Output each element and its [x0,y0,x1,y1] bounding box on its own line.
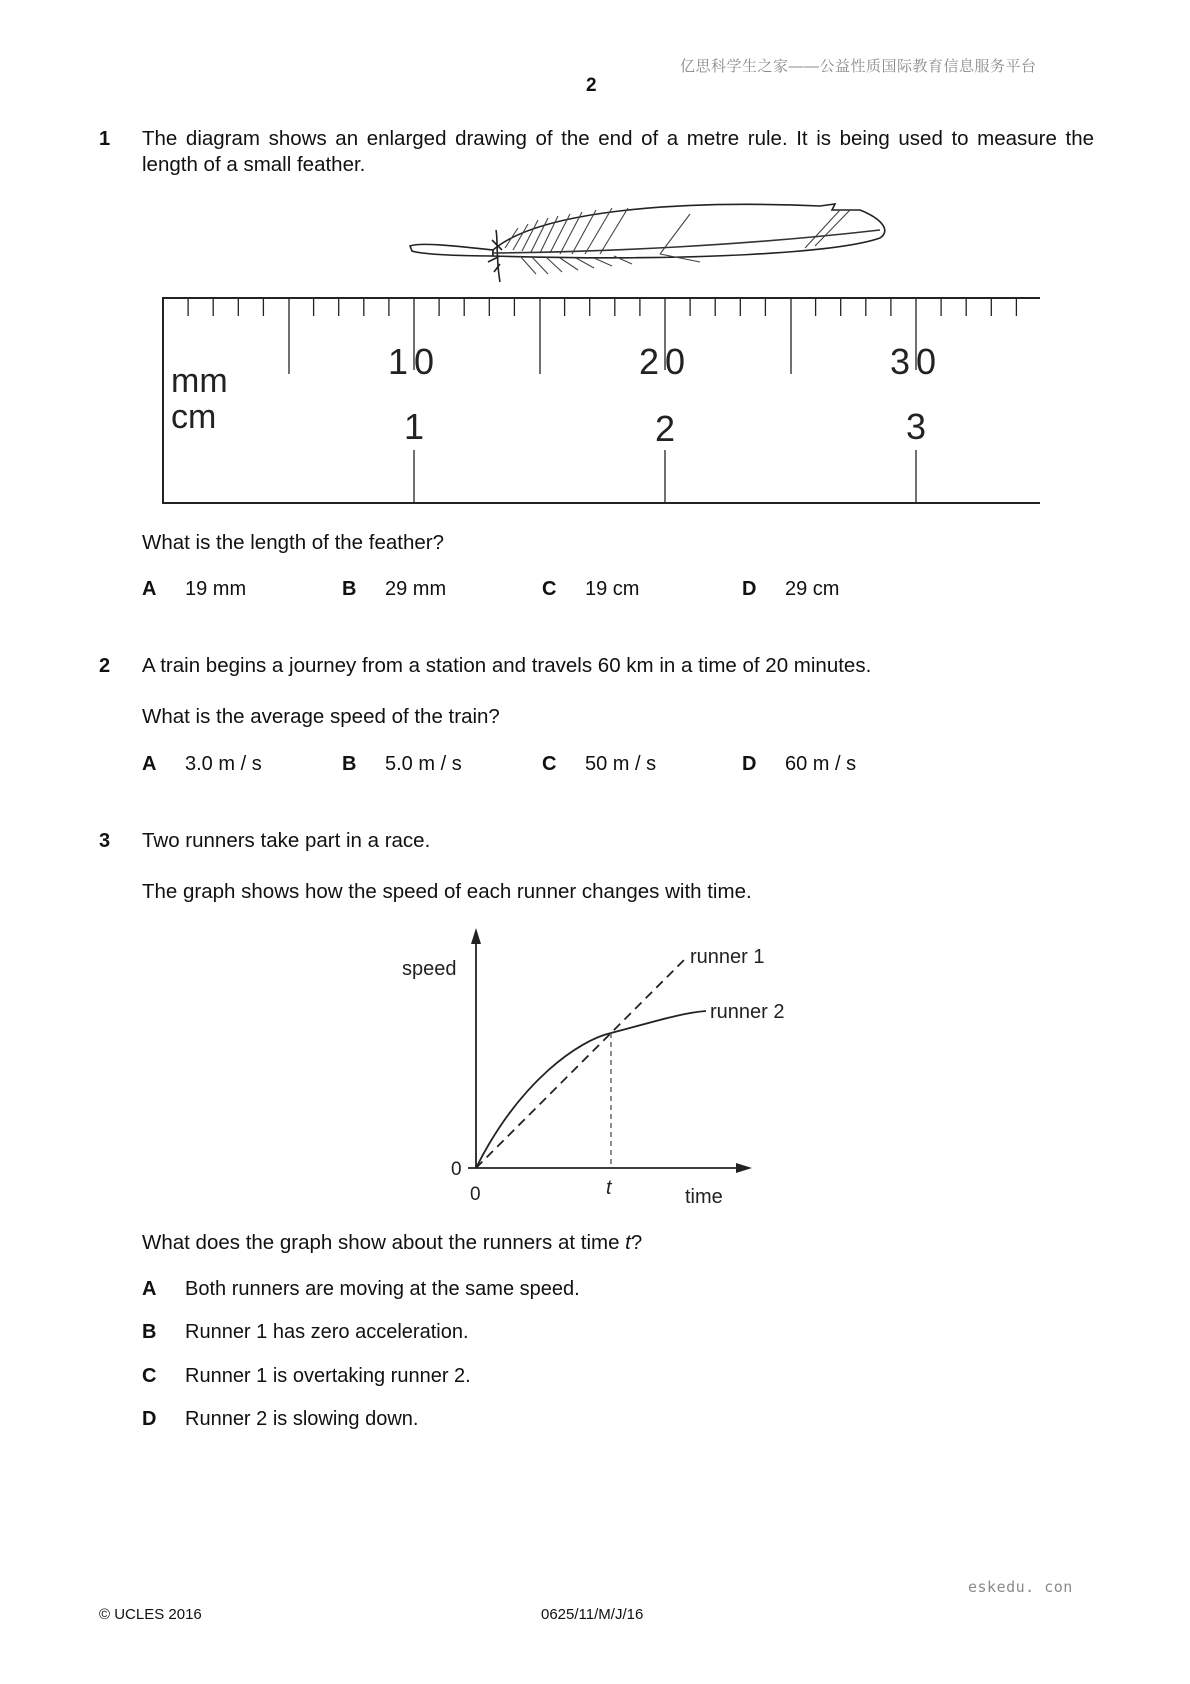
q2-text: A train begins a journey from a station and travels 60 km in a time of 20 minutes. [142,654,872,677]
q2-question: What is the average speed of the train? [142,705,500,728]
ruler-cm-label: 2 [654,408,676,449]
q1-option-text: 19 cm [585,578,640,600]
q3-option-text: Runner 1 is overtaking runner 2. [185,1365,471,1387]
t-label: t [606,1177,612,1199]
q2-number: 2 [99,655,111,677]
q1-question: What is the length of the feather? [142,531,444,554]
q3-option-text: Both runners are moving at the same speed. [185,1278,580,1300]
y-axis-arrow-icon [471,928,481,944]
q2-option-letter: A [142,753,157,775]
q1-option-text: 19 mm [185,578,247,600]
q3-option-letter: A [142,1278,157,1300]
runner1-label: runner 1 [690,946,765,968]
q2-option-letter: D [742,753,757,775]
q3-number: 3 [99,830,111,852]
q3-option-letter: C [142,1365,157,1387]
q1-option-text: 29 cm [785,578,840,600]
q3-speed-time-graph [380,920,820,1210]
q3-question-suffix: ? [630,1231,643,1254]
header-watermark: 亿思科学生之家——公益性质国际教育信息服务平台 [680,58,1037,75]
y-axis-label: speed [402,958,457,980]
q2-option-text: 3.0 m / s [185,753,262,775]
ruler-mm-label: 10 [387,341,441,382]
q1-option-text: 29 mm [385,578,447,600]
q1-text: The diagram shows an enlarged drawing of the end of a metre rule. It is being used to measure the length of a small feather. [142,127,1094,176]
q2-option-text: 50 m / s [585,753,657,775]
origin-x-label: 0 [470,1184,481,1205]
runner2-curve [476,1011,706,1168]
footer-copyright: © UCLES 2016 [99,1606,202,1623]
footer-code: 0625/11/M/J/16 [541,1606,644,1623]
q2-option-text: 60 m / s [785,753,857,775]
q3-question [142,1230,642,1256]
q1-option-letter: C [542,578,557,600]
q1-option-letter: A [142,578,157,600]
q3-option-text: Runner 1 has zero acceleration. [185,1321,469,1343]
q3-option-letter: B [142,1321,157,1343]
ruler [163,298,1040,503]
runner1-line [476,956,688,1168]
q1-option-letter: B [342,578,357,600]
x-axis-label: time [685,1186,723,1208]
q1-number: 1 [99,128,111,150]
q3-question-var: t [625,1231,631,1254]
q3-option-text: Runner 2 is slowing down. [185,1408,419,1430]
ruler-mm-label: 30 [889,341,943,382]
ruler-mm-label: 20 [638,341,692,382]
ruler-cm-label: 3 [905,406,927,447]
q2-option-letter: C [542,753,557,775]
page-number: 2 [586,75,597,96]
ruler-unit-mm: mm [171,362,228,400]
q3-option-letter: D [142,1408,157,1430]
q2-option-text: 5.0 m / s [385,753,462,775]
q1-option-letter: D [742,578,757,600]
ruler-cm-label: 1 [403,406,425,447]
q1-ruler-diagram [0,190,1190,510]
q3-text-2: The graph shows how the speed of each runner changes with time. [142,880,752,903]
runner2-label: runner 2 [710,1001,785,1023]
ruler-unit-cm: cm [171,398,217,436]
x-axis-arrow-icon [736,1163,752,1173]
feather-drawing [410,204,885,282]
q2-option-letter: B [342,753,357,775]
footer-watermark: eskedu. con [968,1578,1073,1596]
q3-question-prefix: What does the graph show about the runners at time [142,1231,626,1254]
q3-text-1: Two runners take part in a race. [142,829,431,852]
origin-y-label: 0 [451,1159,462,1180]
